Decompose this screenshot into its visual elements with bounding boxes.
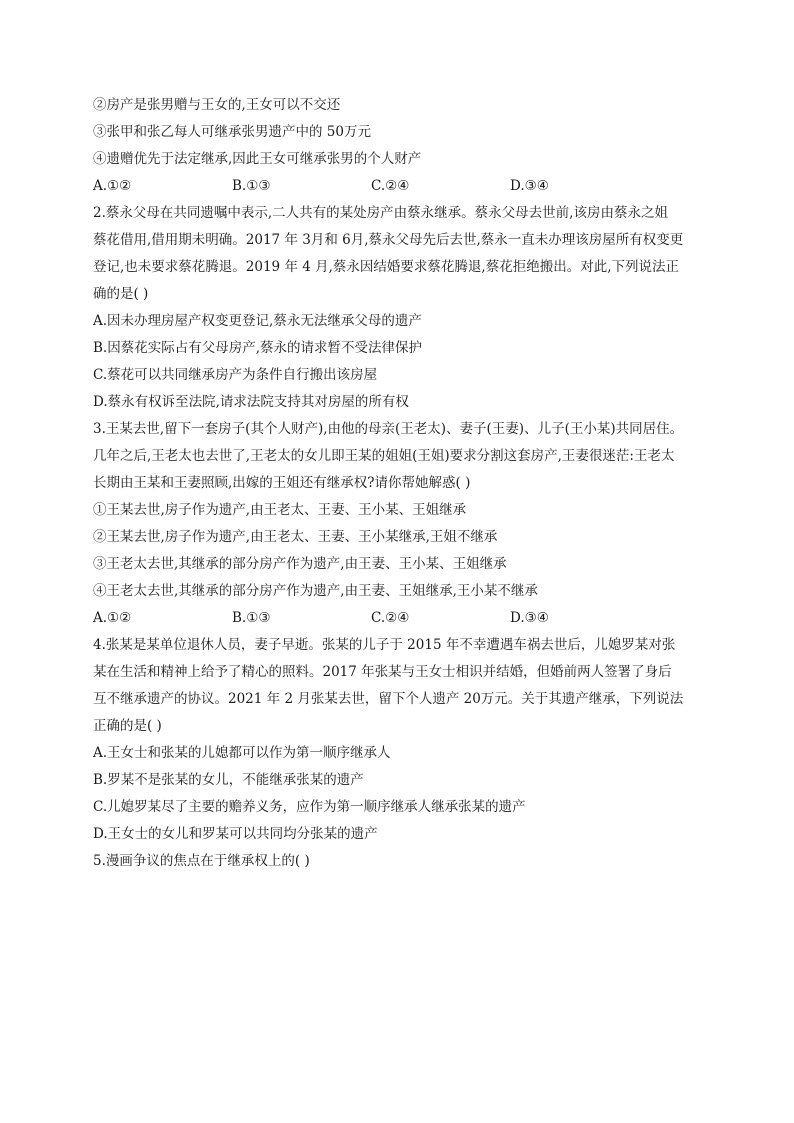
q4-stem-line-4: 正确的是( ) [93, 718, 162, 734]
q4-stem-line-1: 4.张某是某单位退休人员，妻子早逝。张某的儿子于 2015 年不幸遭遇车祸去世后，儿媳罗某对张 [93, 637, 676, 653]
q1-option-b: B.①③ [232, 178, 271, 194]
q4-option-c: C.儿媳罗某尽了主要的赡养义务，应作为第一顺序继承人继承张某的遗产 [93, 799, 526, 815]
q1-option-c: C.②④ [371, 178, 410, 194]
q1-statement-2: ②房产是张男赠与王女的,王女可以不交还 [93, 97, 341, 113]
q2-stem-line-3: 登记,也未要求蔡花腾退。2019 年 4 月,蔡永因结婚要求蔡花腾退,蔡花拒绝搬出。对此,下列说法正 [93, 259, 679, 275]
q5-stem: 5.漫画争议的焦点在于继承权上的( ) [93, 853, 310, 869]
q3-stem-line-3: 长期由王某和王妻照顾,出嫁的王姐还有继承权?请你帮她解惑( ) [93, 475, 471, 491]
q3-option-b: B.①③ [232, 610, 271, 626]
q2-option-d: D.蔡永有权诉至法院,请求法院支持其对房屋的所有权 [93, 394, 409, 410]
q3-statement-4: ④王老太去世,其继承的部分房产作为遗产,由王妻、王姐继承,王小某不继承 [93, 583, 538, 599]
q4-stem-line-2: 某在生活和精神上给予了精心的照料。2017 年张某与王女士相识并结婚，但婚前两人签署了身后 [93, 664, 672, 680]
q1-statement-4: ④遗赠优先于法定继承,因此王女可继承张男的个人财产 [93, 151, 422, 167]
q3-options [93, 605, 713, 632]
q1-statement-3: ③张甲和张乙每人可继承张男遗产中的 50万元 [93, 124, 371, 140]
question-content [93, 92, 713, 875]
q3-stem-line-1: 3.王某去世,留下一套房子(其个人财产),由他的母亲(王老太)、妻子(王妻)、儿子(王小某)共同居住。 [93, 421, 684, 437]
q1-option-d: D.③④ [510, 178, 549, 194]
q3-statement-2: ②王某去世,房子作为遗产,由王老太、王妻、王小某继承,王姐不继承 [93, 529, 498, 545]
q3-option-c: C.②④ [371, 610, 410, 626]
q3-statement-3: ③王老太去世,其继承的部分房产作为遗产,由王妻、王小某、王姐继承 [93, 556, 507, 572]
q1-options [93, 173, 713, 200]
q2-option-a: A.因未办理房屋产权变更登记,蔡永无法继承父母的遗产 [93, 313, 422, 329]
q3-stem-line-2: 几年之后,王老太也去世了,王老太的女儿即王某的姐姐(王姐)要求分割这套房产,王妻很迷茫:王老太 [93, 448, 675, 464]
q4-option-b: B.罗某不是张某的女儿，不能继承张某的遗产 [93, 772, 364, 788]
q1-option-a: A.①② [93, 178, 132, 194]
q2-stem-line-4: 确的是( ) [93, 286, 149, 302]
q4-stem-line-3: 互不继承遗产的协议。2021 年 2 月张某去世，留下个人遗产 20万元。关于其遗产继承，下列说法 [93, 691, 684, 707]
q3-option-a: A.①② [93, 610, 132, 626]
q2-option-c: C.蔡花可以共同继承房产为条件自行搬出该房屋 [93, 367, 378, 383]
q4-option-a: A.王女士和张某的儿媳都可以作为第一顺序继承人 [93, 745, 391, 761]
q4-option-d: D.王女士的女儿和罗某可以共同均分张某的遗产 [93, 826, 378, 842]
q3-statement-1: ①王某去世,房子作为遗产,由王老太、王妻、王小某、王姐继承 [93, 502, 467, 518]
q3-option-d: D.③④ [510, 610, 549, 626]
q2-stem-line-1: 2.蔡永父母在共同遗嘱中表示,二人共有的某处房产由蔡永继承。蔡永父母去世前,该房由蔡永之姐 [93, 205, 668, 221]
q2-option-b: B.因蔡花实际占有父母房产,蔡永的请求暂不受法律保护 [93, 340, 423, 356]
q2-stem-line-2: 蔡花借用,借用期未明确。2017 年 3月和 6月,蔡永父母先后去世,蔡永一直未办理该房屋所有权变更 [93, 232, 684, 248]
